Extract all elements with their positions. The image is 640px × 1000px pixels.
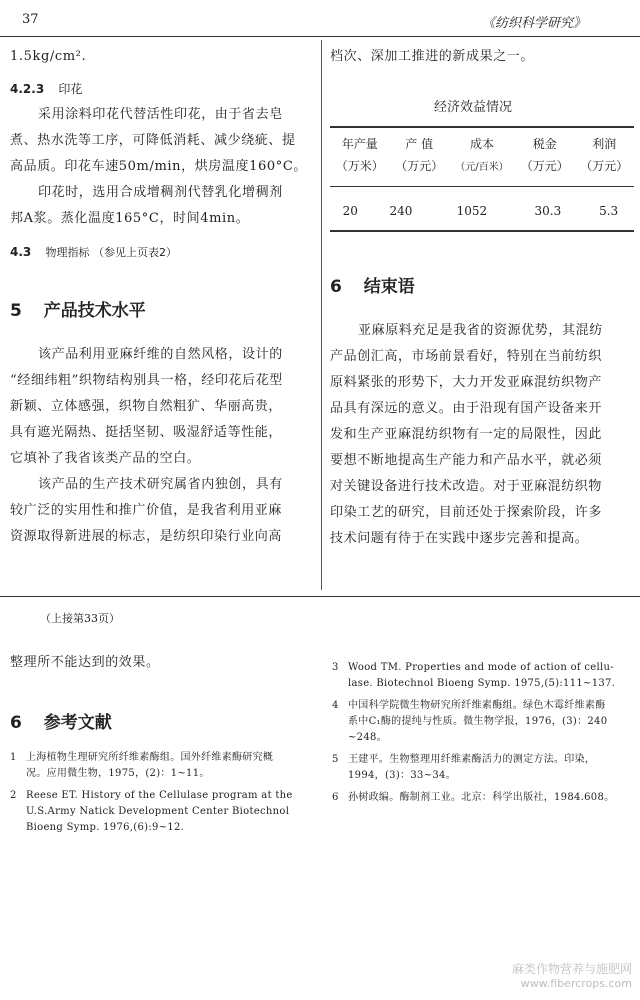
table-header-row: [330, 132, 634, 154]
reference-list-left: [10, 750, 310, 836]
text-line: 要想不断地提高生产能力和产品水平，就必须: [330, 453, 603, 468]
reference-number: 1: [10, 752, 17, 763]
text-line: 该产品的生产技术研究属省内独创，具有: [38, 477, 283, 492]
reference-text: Reese ET. History of the Cellulase program at the: [26, 790, 293, 801]
reference-text: 中国科学院微生物研究所纤维素酶组。绿色木霉纤维素酶: [348, 700, 606, 711]
reference-text: 系中C₁酶的提纯与性质。微生物学报，1976，(3)：240: [348, 716, 608, 727]
text-line: 整理所不能达到的效果。: [10, 655, 160, 670]
table-cell: 1052: [456, 204, 488, 218]
reference-number: 6: [332, 792, 339, 803]
section-heading-5: [10, 296, 146, 321]
subsection-number: 4.2.3: [10, 82, 45, 96]
text-line: 原料紧张的形势下，大力开发亚麻混纺织物产: [330, 375, 603, 390]
table-header-cell: 年产量: [341, 136, 378, 151]
table-cell: 30.3: [534, 204, 562, 218]
table-header-cell: 税金: [532, 136, 557, 151]
reference-item: [10, 750, 310, 782]
text-line: 发和生产亚麻混纺织物有一定的局限性，因此: [330, 427, 603, 442]
table-header-cell: （万元）: [395, 158, 444, 173]
watermark: [512, 960, 632, 990]
section-heading-6: [330, 272, 415, 297]
reference-text: 王建平。生物整理用纤维素酶活力的测定方法。印染，: [348, 754, 596, 765]
text-line: 档次、深加工推进的新成果之一。: [330, 49, 535, 64]
reference-number: 3: [332, 662, 339, 673]
column-divider: [321, 40, 322, 590]
table-header-cell: （元/百米）: [455, 161, 509, 173]
reference-number: 4: [332, 700, 339, 711]
table-header-cell: （万米）: [335, 158, 384, 173]
economic-benefit-table-body: [330, 200, 634, 222]
text-line: 采用涂料印花代替活性印花，由于省去皂: [38, 107, 283, 122]
paragraph-tech-level: [10, 342, 283, 550]
watermark-url: www.fibercrops.com: [520, 977, 632, 990]
table-header-cell: 成本: [469, 136, 494, 151]
reference-item: [332, 660, 632, 692]
table-header-cell: 利润: [592, 136, 617, 151]
section-title: 参考文献: [43, 713, 112, 733]
reference-text: Bioeng Symp. 1976,(6):9~12.: [26, 822, 185, 833]
table-header-cell: 产 值: [405, 136, 434, 151]
subsection-heading-4-2-3: [10, 80, 82, 97]
reference-text: 孙树政编。酶制剂工业。北京：科学出版社，1984.608。: [348, 792, 615, 803]
reference-item: [10, 788, 310, 836]
table-bottom-rule: [330, 230, 634, 232]
text-line: 亚麻原料充足是我省的资源优势，其混纺: [358, 323, 603, 338]
reference-text: U.S.Army Natick Development Center Biotechnol: [26, 806, 290, 817]
paragraph-printing: [10, 102, 307, 232]
text-line: 印花时，选用合成增稠剂代替乳化增稠剂: [38, 185, 283, 200]
header-rule: [0, 36, 640, 37]
text-line: 1.5kg/cm².: [10, 49, 87, 64]
reference-text: 上海植物生理研究所纤维素酶组。国外纤维素酶研究概: [26, 752, 274, 763]
text-line: 品具有深远的意义。由于沿现有国产设备来开: [330, 401, 603, 416]
reference-number: 2: [10, 790, 17, 801]
text-line: 较广泛的实用性和推广价值，是我省利用亚麻: [10, 503, 283, 518]
text-line: 技术问题有待于在实践中逐步完善和提高。: [330, 531, 589, 546]
reference-text: 1994，(3)：33~34。: [348, 770, 456, 781]
section-title: 产品技术水平: [43, 301, 146, 321]
subsection-title: 物理指标 （参见上页表2）: [45, 246, 177, 259]
economic-benefit-table: [330, 132, 634, 176]
text-line: 资源取得新进展的标志，是纺织印染行业向高: [10, 529, 283, 544]
reference-text: lase. Biotechnol Bioeng Symp. 1975,(5):111~137.: [348, 678, 616, 689]
text-line: 邦A浆。蒸化温度165°C，时间4min。: [10, 211, 250, 226]
table-header-cell: （万元）: [520, 158, 569, 173]
subsection-number: 4.3: [10, 245, 32, 259]
section-title: 结束语: [363, 277, 415, 297]
section-number: 6: [330, 277, 342, 297]
subsection-heading-4-3: [10, 244, 177, 260]
paragraph-conclusion: [330, 318, 603, 552]
table-title: 经济效益情况: [434, 100, 513, 115]
section-separator: [0, 596, 640, 597]
table-header-cell: （万元）: [580, 158, 629, 173]
table-row: [330, 200, 634, 222]
text-line: 产品创汇高，市场前景看好，特别在当前纺织: [330, 349, 603, 364]
subsection-title: 印花: [58, 82, 83, 96]
reference-text: 况。应用微生物，1975，(2)：1~11。: [26, 768, 210, 779]
text-line: 煮、热水洗等工序，可降低消耗、减少绕疵、提: [10, 133, 296, 148]
reference-list-right: [332, 660, 632, 806]
text-line: “经细纬粗”织物结构别具一格，经印花后花型: [10, 373, 283, 388]
section-heading-references: [10, 708, 112, 733]
text-line: 该产品利用亚麻纤维的自然风格，设计的: [38, 347, 283, 362]
text-line: 新颖、立体感强，织物自然粗犷、华丽高贵，: [10, 399, 283, 414]
reference-item: [332, 790, 632, 806]
reference-item: [332, 752, 632, 784]
continued-from-note: （上接第33页）: [40, 612, 120, 625]
text-line: 高品质。印花车速50m/min，烘房温度160°C。: [10, 159, 307, 174]
table-cell: 20: [342, 204, 358, 218]
table-mid-rule: [330, 186, 634, 187]
reference-number: 5: [332, 754, 339, 765]
table-cell: 240: [389, 204, 413, 218]
journal-title: 《纺织科学研究》: [482, 16, 587, 31]
reference-text: ~248。: [348, 732, 387, 743]
table-cell: 5.3: [599, 204, 619, 218]
table-header-row: [330, 154, 634, 176]
section-number: 5: [10, 301, 22, 321]
page-number: 37: [22, 12, 39, 27]
reference-text: Wood TM. Properties and mode of action of cellu-: [348, 662, 614, 673]
watermark-site-name: 麻类作物营养与施肥网: [511, 962, 632, 976]
table-top-rule: [330, 126, 634, 128]
text-line: 对关键设备进行技术改造。对于亚麻混纺织物: [330, 479, 603, 494]
text-line: 印染工艺的研究，目前还处于探索阶段，许多: [330, 505, 603, 520]
reference-item: [332, 698, 632, 746]
text-line: 它填补了我省该类产品的空白。: [10, 451, 201, 466]
text-line: 具有遮光隔热、挺括坚韧、吸湿舒适等性能，: [10, 425, 283, 440]
section-number: 6: [10, 713, 22, 733]
